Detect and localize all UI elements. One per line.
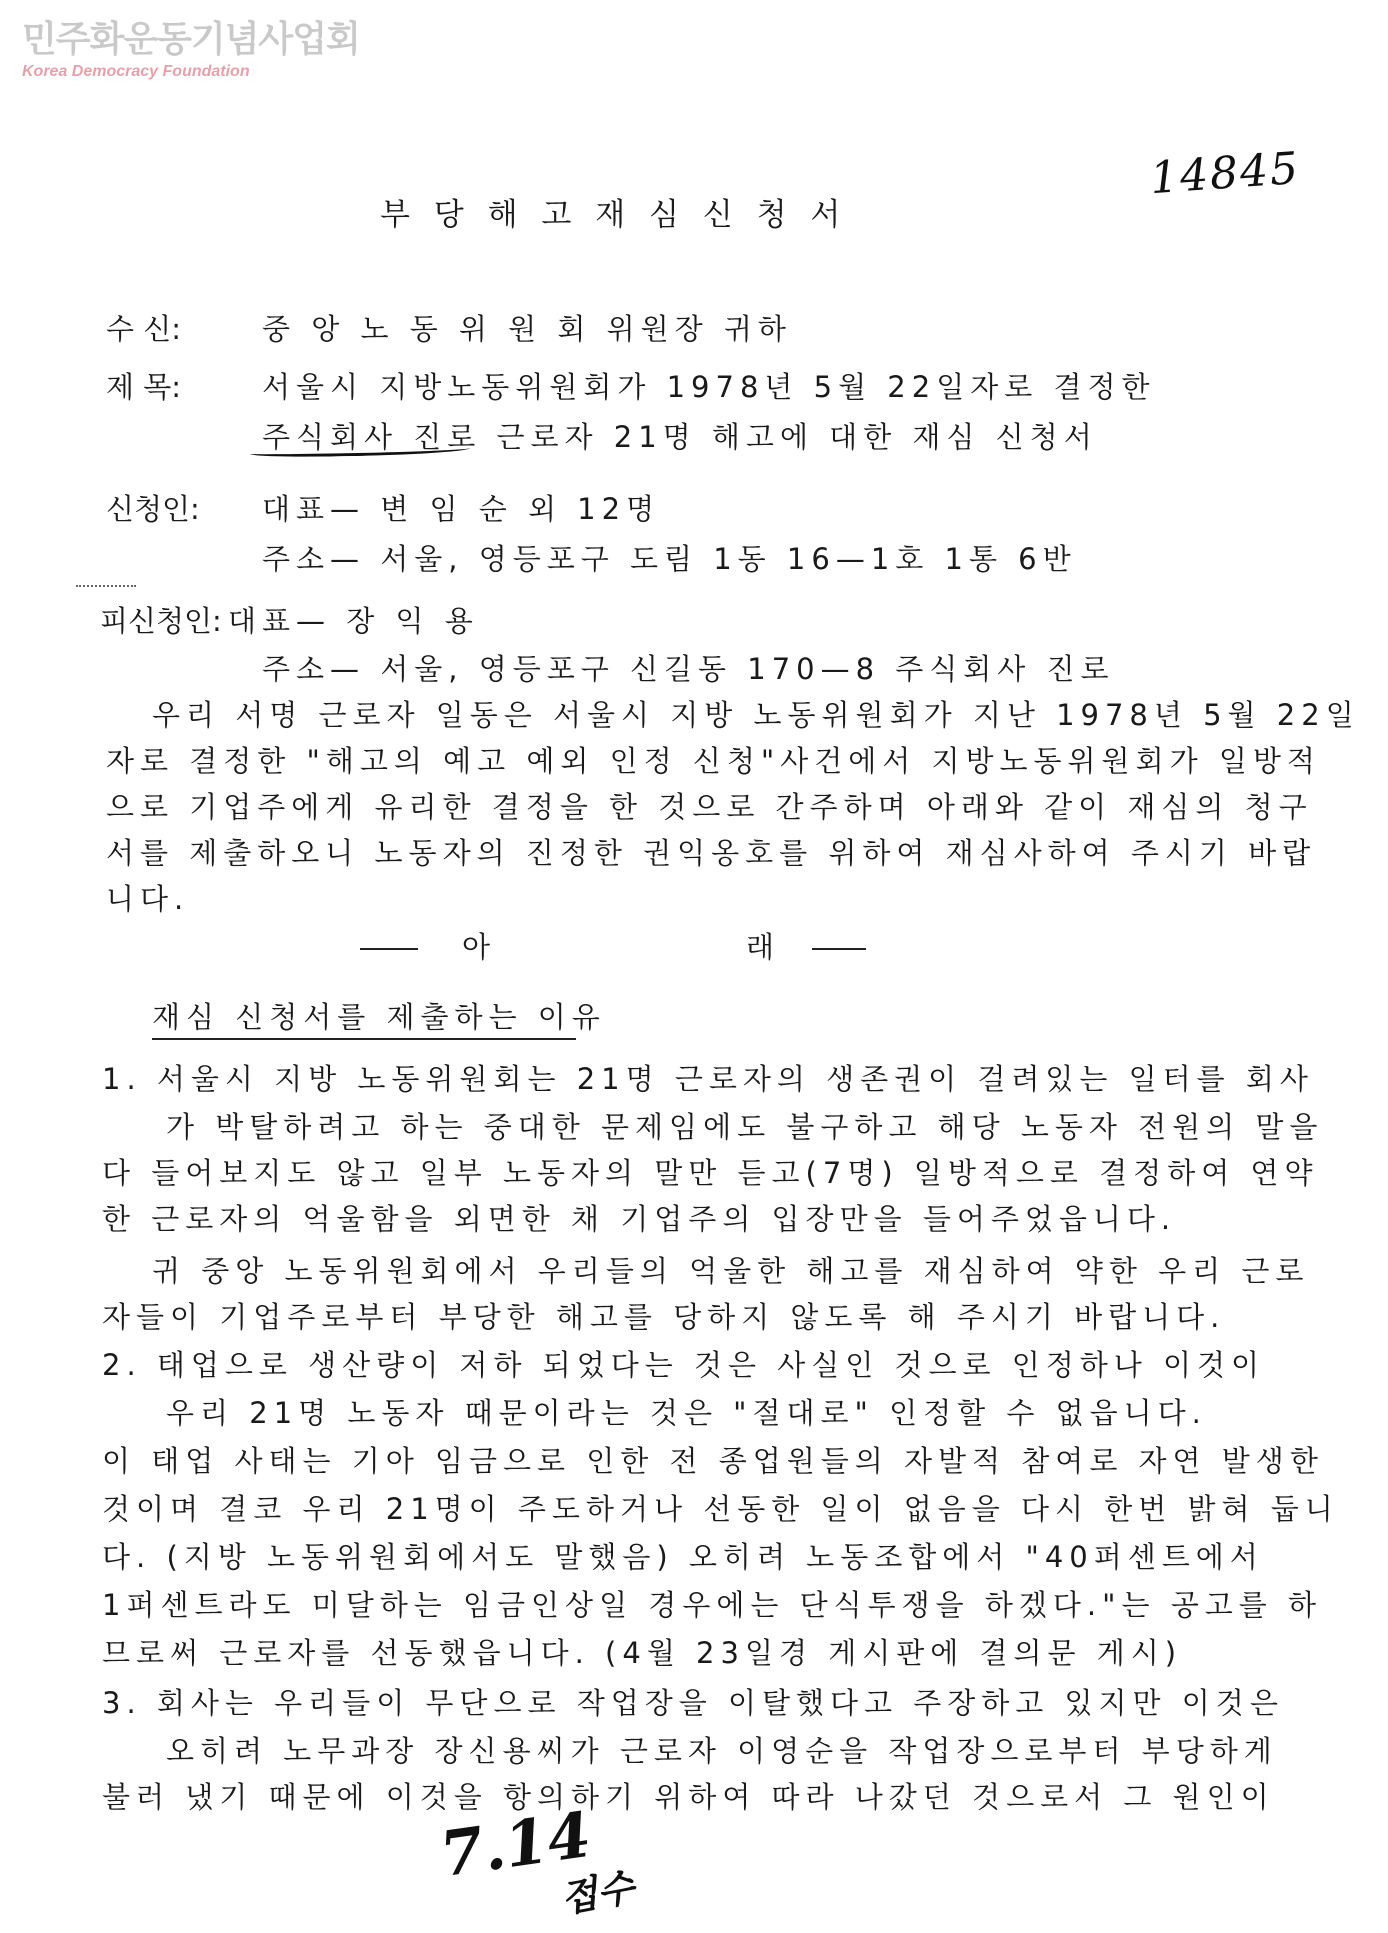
below-rule-right: [812, 948, 866, 950]
reason-line: 가 박탈하려고 하는 중대한 문제임에도 불구하고 해당 노동자 전원의 말을: [166, 1110, 1324, 1144]
watermark-korean: 민주화운동기념사업회: [22, 19, 360, 60]
below-rule-left: [360, 948, 418, 950]
reason-line: 자들이 기업주로부터 부당한 해고를 당하지 않도록 해 주시기 바랍니다.: [102, 1300, 1226, 1334]
reason-line: 3. 회사는 우리들이 무단으로 작업장을 이탈했다고 주장하고 있지만 이것은: [102, 1686, 1284, 1720]
reason-line: 귀 중앙 노동위원회에서 우리들의 억울한 해고를 재심하여 약한 우리 근로: [152, 1254, 1310, 1288]
intro-line: 으로 기업주에게 유리한 결정을 한 것으로 간주하며 아래와 같이 재심의 청구: [106, 790, 1313, 824]
watermark: [22, 18, 360, 82]
reason-line: 오히려 노무과장 장신용씨가 근로자 이영순을 작업장으로부터 부당하게: [166, 1734, 1278, 1768]
reason-line: 불러 냈기 때문에 이것을 항의하기 위하여 따라 나갔던 것으로서 그 원인이: [102, 1780, 1275, 1814]
handwritten-date: 7.14: [435, 1797, 596, 1892]
respondent-address: 주소— 서울, 영등포구 신길동 170—8 주식회사 진로: [262, 652, 1115, 686]
handwritten-number: 14845: [1148, 142, 1302, 205]
recipient-label: 수 신:: [106, 312, 182, 346]
applicant-label: 신청인:: [106, 492, 200, 526]
document-title: 부 당 해 고 재 심 신 청 서: [380, 197, 841, 233]
reason-line: 1. 서울시 지방 노동위원회는 21명 근로자의 생존권이 걸려있는 일터를 회사: [102, 1062, 1314, 1096]
respondent-label: 피신청인:: [100, 604, 222, 638]
reason-heading-underline: [152, 1038, 576, 1040]
subject-line-1: 서울시 지방노동위원회가 1978년 5월 22일자로 결정한: [262, 370, 1156, 404]
intro-line: 자로 결정한 "해고의 예고 예외 인정 신청"사건에서 지방노동위원회가 일방적: [106, 744, 1321, 778]
reason-line: 이 태업 사태는 기아 임금으로 인한 전 종업원들의 자발적 참여로 자연 발생한: [102, 1444, 1324, 1478]
reason-line: 다 들어보지도 않고 일부 노동자의 말만 듣고(7명) 일방적으로 결정하여 연약: [102, 1156, 1319, 1190]
applicant-representative: 대표— 변 임 순 외 12명: [262, 492, 661, 526]
reason-line: 1퍼센트라도 미달하는 임금인상일 경우에는 단식투쟁을 하겠다."는 공고를 하: [102, 1588, 1322, 1622]
reason-line: 다. (지방 노동위원회에서도 말했음) 오히려 노동조합에서 "40퍼센트에서: [102, 1540, 1264, 1574]
reason-heading: 재심 신청서를 제출하는 이유: [152, 1000, 606, 1034]
below-marker-right: 래: [746, 930, 775, 964]
watermark-english: Korea Democracy Foundation: [22, 63, 250, 80]
applicant-address: 주소— 서울, 영등포구 도림 1동 16—1호 1통 6반: [262, 542, 1077, 576]
subject-line-2: 주식회사 진로 근로자 21명 해고에 대한 재심 신청서: [262, 420, 1098, 454]
respondent-representative: 대표— 장 익 용: [228, 604, 479, 638]
recipient-value: 중 앙 노 동 위 원 회 위원장 귀하: [262, 312, 792, 346]
stray-mark: [76, 585, 136, 587]
intro-line: 서를 제출하오니 노동자의 진정한 권익옹호를 위하여 재심사하여 주시기 바랍: [106, 836, 1317, 870]
subject-label: 제 목:: [106, 370, 182, 404]
below-marker-left: 아: [462, 930, 491, 964]
reason-line: 것이며 결코 우리 21명이 주도하거나 선동한 일이 없음을 다시 한번 밝혀 둡니: [102, 1492, 1339, 1526]
handwritten-received-note: 접수: [557, 1863, 638, 1921]
intro-line: 우리 서명 근로자 일동은 서울시 지방 노동위원회가 지난 1978년 5월 22일: [152, 698, 1360, 732]
reason-line: 우리 21명 노동자 때문이라는 것은 "절대로" 인정할 수 없읍니다.: [166, 1396, 1207, 1430]
reason-line: 한 근로자의 억울함을 외면한 채 기업주의 입장만을 들어주었읍니다.: [102, 1202, 1177, 1236]
reason-line: 2. 태업으로 생산량이 저하 되었다는 것은 사실인 것으로 인정하나 이것이: [102, 1348, 1266, 1382]
reason-line: 므로써 근로자를 선동했읍니다. (4월 23일경 게시판에 결의문 게시): [102, 1636, 1183, 1670]
intro-line: 니다.: [106, 882, 190, 916]
